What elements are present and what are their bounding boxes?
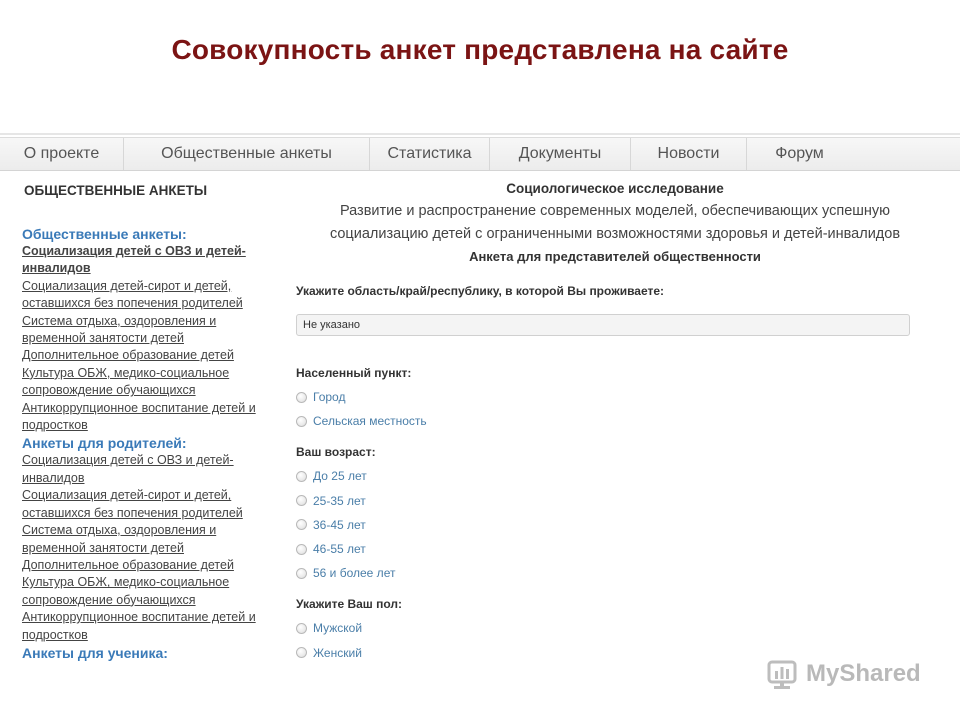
- sidebar-link[interactable]: Система отдыха, оздоровления и: [22, 523, 217, 538]
- settlement-option-city[interactable]: [296, 385, 940, 409]
- age-label: Ваш возраст:: [296, 445, 376, 460]
- category-title-students: Анкеты для ученика:: [22, 644, 168, 661]
- settlement-label: Населенный пункт:: [296, 366, 412, 380]
- nav-item-news[interactable]: Новости: [631, 138, 747, 170]
- sidebar-link[interactable]: Социализация детей с ОВЗ и детей-: [22, 453, 234, 468]
- age-option[interactable]: [296, 464, 940, 488]
- main-nav: [0, 137, 960, 171]
- sidebar-link[interactable]: оставшихся без попечения родителей: [22, 505, 243, 520]
- sidebar-link[interactable]: сопровождение обучающихся: [22, 592, 196, 607]
- study-title: Социологическое исследование: [506, 181, 724, 196]
- slide-title: Совокупность анкет представлена на сайте: [171, 34, 789, 65]
- nav-item-public-surveys[interactable]: Общественные анкеты: [124, 138, 370, 170]
- category-title-parents: Анкеты для родителей:: [22, 435, 187, 452]
- region-select[interactable]: Не указано: [296, 314, 910, 336]
- sidebar-link[interactable]: Социализация детей-сирот и детей,: [22, 278, 232, 293]
- radio-icon[interactable]: [296, 647, 307, 658]
- radio-icon[interactable]: [296, 471, 307, 482]
- website-screenshot: [0, 133, 960, 673]
- nav-item-forum[interactable]: Форум: [775, 145, 824, 162]
- age-option[interactable]: [296, 561, 940, 585]
- sidebar-link[interactable]: подростков: [22, 418, 88, 433]
- sidebar-link[interactable]: инвалидов: [22, 470, 85, 485]
- gender-option-male[interactable]: [296, 616, 940, 640]
- watermark: [766, 656, 921, 692]
- radio-icon[interactable]: [296, 392, 307, 403]
- survey-form: [290, 178, 940, 665]
- nav-item-about[interactable]: О проекте: [0, 138, 124, 170]
- sidebar-link[interactable]: Дополнительное образование детей: [22, 557, 234, 572]
- sidebar-link[interactable]: временной занятости детей: [22, 331, 184, 346]
- radio-icon[interactable]: [296, 495, 307, 506]
- sidebar-link[interactable]: временной занятости детей: [22, 540, 184, 555]
- radio-label: Город: [313, 390, 346, 405]
- region-label: Укажите область/край/республику, в которой Вы проживаете:: [296, 284, 665, 298]
- age-option[interactable]: [296, 513, 940, 537]
- sidebar-link[interactable]: Дополнительное образование детей: [22, 348, 234, 363]
- sidebar-link[interactable]: Антикоррупционное воспитание детей и: [22, 400, 256, 415]
- sidebar-link[interactable]: Система отдыха, оздоровления и: [22, 313, 217, 328]
- sidebar: [22, 183, 284, 662]
- sidebar-link[interactable]: инвалидов: [22, 261, 91, 276]
- sidebar-link[interactable]: подростков: [22, 627, 88, 642]
- radio-icon[interactable]: [296, 568, 307, 579]
- sidebar-link[interactable]: Культура ОБЖ, медико-социальное: [22, 365, 230, 380]
- sidebar-link[interactable]: Социализация детей-сирот и детей,: [22, 488, 232, 503]
- sidebar-link[interactable]: сопровождение обучающихся: [22, 383, 196, 398]
- radio-label: 46-55 лет: [313, 542, 366, 557]
- radio-label: Мужской: [313, 621, 363, 636]
- radio-label: 25-35 лет: [313, 493, 366, 508]
- category-title-public: Общественные анкеты:: [22, 226, 187, 242]
- radio-icon[interactable]: [296, 623, 307, 634]
- sidebar-link[interactable]: Социализация детей с ОВЗ и детей-: [22, 244, 246, 258]
- radio-label: 56 и более лет: [313, 566, 396, 581]
- sidebar-link[interactable]: Культура ОБЖ, медико-социальное: [22, 575, 230, 590]
- study-subtitle-line1: Развитие и распространение современных моделей, обеспечивающих успешную: [339, 203, 891, 219]
- age-option[interactable]: [296, 489, 940, 513]
- gender-label: Укажите Ваш пол:: [296, 597, 403, 612]
- radio-icon[interactable]: [296, 416, 307, 427]
- sidebar-heading: ОБЩЕСТВЕННЫЕ АНКЕТЫ: [24, 183, 208, 198]
- radio-label: Женский: [313, 645, 362, 660]
- nav-item-statistics[interactable]: Статистика: [370, 138, 490, 170]
- myshared-logo-icon: [766, 658, 800, 690]
- settlement-option-rural[interactable]: [296, 409, 940, 433]
- sidebar-link[interactable]: оставшихся без попечения родителей: [22, 296, 243, 311]
- study-subtitle-line2: социализацию детей с ограниченными возможностями здоровья и детей-инвалидов: [329, 226, 901, 242]
- watermark-text: MyShared: [806, 660, 921, 687]
- top-divider: [0, 133, 960, 135]
- radio-icon[interactable]: [296, 519, 307, 530]
- radio-icon[interactable]: [296, 544, 307, 555]
- nav-item-documents[interactable]: Документы: [490, 138, 631, 170]
- sidebar-link[interactable]: Антикоррупционное воспитание детей и: [22, 610, 256, 625]
- radio-label: Сельская местность: [313, 414, 427, 429]
- radio-label: 36-45 лет: [313, 517, 366, 532]
- radio-label: До 25 лет: [313, 469, 367, 484]
- form-title: Анкета для представителей общественности: [469, 249, 761, 264]
- age-option[interactable]: [296, 537, 940, 561]
